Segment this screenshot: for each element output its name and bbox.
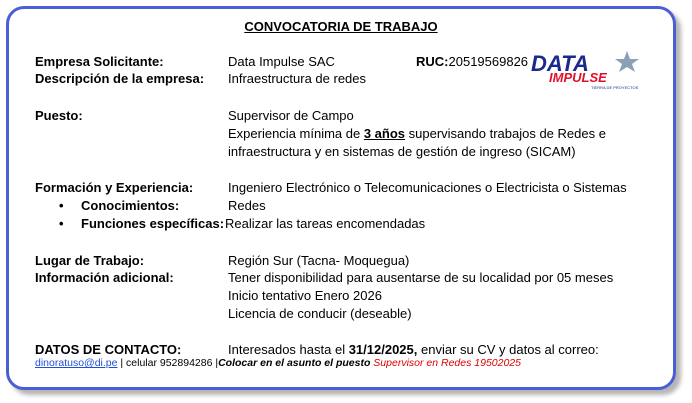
- funciones-label: Funciones específicas:: [81, 216, 225, 231]
- contact-footer: [35, 357, 521, 369]
- info-line3: Licencia de conducir (deseable): [228, 306, 412, 321]
- empresa-value: Data Impulse SAC: [228, 54, 335, 69]
- bullet-icon: •: [59, 216, 64, 231]
- deadline-date: 31/12/2025,: [348, 342, 418, 357]
- ruc-value: 20519569826: [448, 54, 529, 69]
- info-line2: Inicio tentativo Enero 2026: [228, 288, 382, 303]
- lugar-label: Lugar de Trabajo:: [35, 253, 145, 268]
- empresa-label: Empresa Solicitante:: [35, 54, 164, 69]
- email-subject: Supervisor en Redes 19502025: [373, 357, 521, 369]
- lugar-value: Región Sur (Tacna- Moquegua): [228, 253, 410, 268]
- formacion-value: Ingeniero Electrónico o Telecomunicaciones o Electricista o Sistemas: [228, 180, 627, 195]
- descripcion-label: Descripción de la empresa:: [35, 71, 205, 86]
- info-label: Información adicional:: [35, 270, 174, 285]
- subject-instruction: Colocar en el asunto el puesto: [218, 357, 374, 369]
- page-title: CONVOCATORIA DE TRABAJO: [244, 19, 438, 34]
- descripcion-value: Infraestructura de redes: [228, 71, 367, 86]
- contacto-text: Interesados hasta el 31/12/2025, enviar su CV y datos al correo:: [228, 342, 599, 357]
- puesto-line2: Experiencia mínima de 3 años supervisando trabajos de Redes e: [228, 126, 606, 141]
- contacto-label: DATOS DE CONTACTO:: [35, 342, 182, 357]
- puesto-line1: Supervisor de Campo: [228, 108, 354, 123]
- logo-word1: DATA: [531, 51, 589, 76]
- phone-text: | celular 952894286 |: [117, 357, 219, 369]
- conocimientos-label: Conocimientos:: [81, 198, 180, 213]
- ruc-field: [416, 53, 528, 71]
- funciones-value: Realizar las tareas encomendadas: [225, 216, 426, 231]
- info-line1: Tener disponibilidad para ausentarse de su localidad por 05 meses: [228, 270, 614, 285]
- conocimientos-value: Redes: [228, 198, 266, 213]
- email-link[interactable]: dinoratuso@di.pe: [35, 357, 118, 369]
- experience-years: 3 años: [363, 126, 406, 141]
- logo-tagline: TIERRA DE PROYECTOS: [591, 85, 639, 90]
- job-posting-card: [6, 6, 676, 390]
- bullet-icon: •: [59, 198, 64, 213]
- formacion-label: Formación y Experiencia:: [35, 180, 194, 195]
- puesto-label: Puesto:: [35, 108, 83, 123]
- star-icon: [615, 51, 639, 72]
- ruc-label: RUC:: [416, 54, 449, 69]
- data-impulse-logo: [529, 49, 647, 91]
- puesto-line3: infraestructura y en sistemas de gestión de ingreso (SICAM): [228, 144, 576, 159]
- logo-word2: IMPULSE: [549, 70, 607, 85]
